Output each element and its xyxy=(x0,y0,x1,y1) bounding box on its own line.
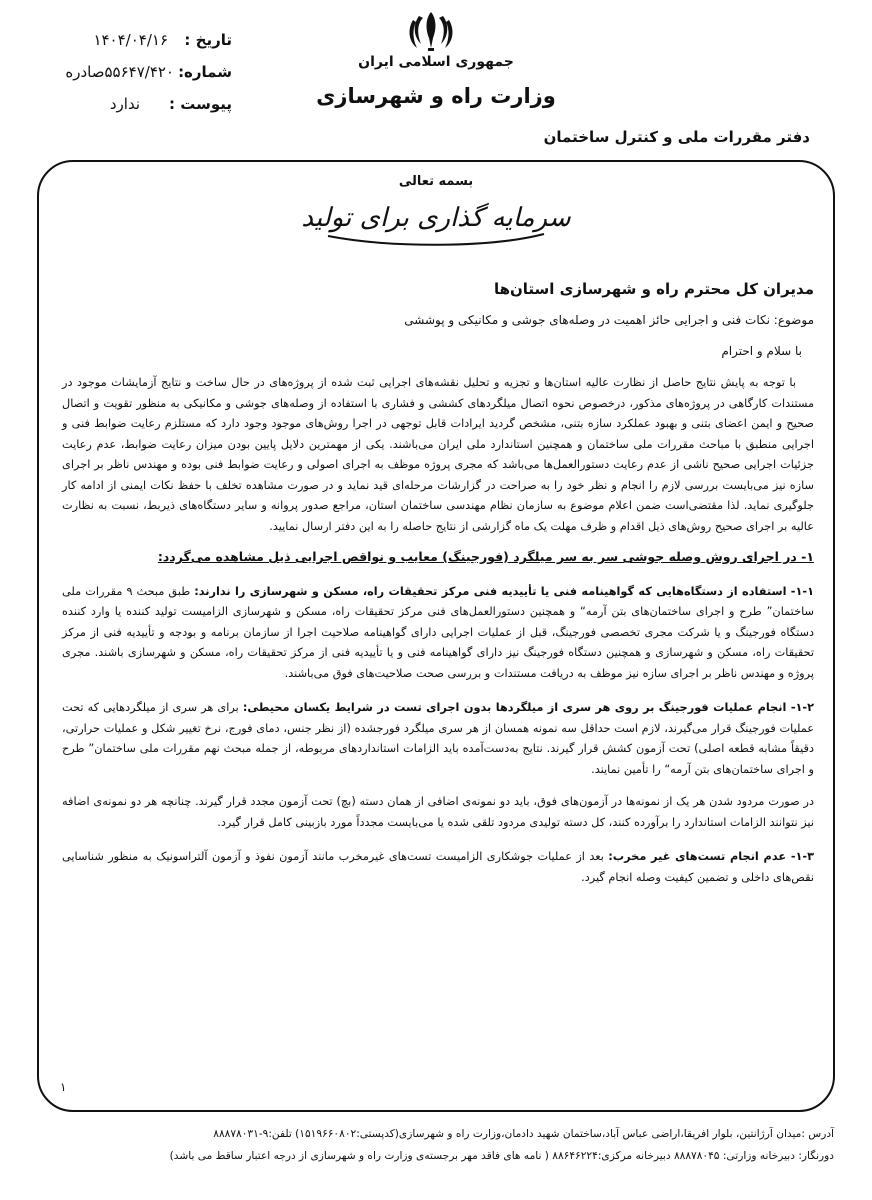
office-title: دفتر مقررات ملی و کنترل ساختمان xyxy=(543,128,810,146)
ministry-title: وزارت راه و شهرسازی xyxy=(316,84,556,108)
item-1-2-title: ۱-۲- انجام عملیات فورجینگ بر روی هر سری از میلگردها بدون اجرای تست در شرایط یکسان محیطی: xyxy=(242,701,814,714)
attachment-label: پیوست : xyxy=(168,95,232,113)
republic-title: جمهوری اسلامی ایران xyxy=(358,54,514,70)
greeting: با سلام و احترام xyxy=(721,343,802,358)
intro-paragraph: با توجه به پایش نتایج حاصل از نظارت عالیه استان‌ها و تجزیه و تحلیل نقشه‌های اجرایی ثبت شده از پروژه‌های در حال ساخت و نتایج آزمایشات موجود در مستندات کارگاهی در پروژه‌های مذکور، درخصوص نحوه اتصال میلگردهای کششی و فشاری با استفاده از وصله‌های جوشی و مکانیکی به منظور تقویت و اتصال صحیح و ایمن اعضای بتنی و بهبود عملکرد سازه بتنی، مشخص گردید ایرادات قابل توجهی در اجرا روش‌های موجود وجود دارد که مستلزم رعایت ضوابط فنی و اجرایی منطبق با مباحث مقررات ملی ساختمان و همچنین استاندارد ملی ایران می‌باشند. یکی از مهمترین دلایل پایین بودن میزان رعایت ضوابط، عدم رعایت جزئیات اجرایی صحیح ناشی از عدم رعایت دستورالعمل‌ها می‌باشد که مجری پروژه موظف به اجرای اصولی و رعایت ضوابط فنی بوده و مهندس ناظر بر اجرای سازه نیز می‌بایست بررسی لازم را انجام و نظر خود را به صراحت در گزارشات مرحله‌ای قید نماید و در صورت مشاهده تخلف با حفظ نکات ایمنی از ادامه کار جلوگیری نماید. لذا مقتضی‌است ضمن اعلام موضوع به سازمان نظام مهندسی ساختمان استان، مراجع صدور پروانه و سایر دستگاه‌های ذیربط، نسبت به نظارت عالیه بر اجرای صحیح روش‌های ذیل اقدام و ظرف مهلت یک ماه گزارشی از نتایج حاصله را به این دفتر ارسال نمایید. xyxy=(62,376,814,533)
page-number: ۱ xyxy=(60,1080,67,1094)
section-1-title: ۱- در اجرای روش وصله جوشی سر به سر میلگرد (فورجینگ) معایب و نواقص اجرایی ذیل مشاهده می‌گردد: xyxy=(157,549,814,564)
item-1-3-body: بعد از عملیات جوشکاری الزامیست تست‌های غیرمخرب مانند آزمون نفوذ و آزمون آلتراسونیک به منظور شناسایی نقص‌های داخلی و تضمین کیفیت وصله انجام گیرد. xyxy=(62,850,814,884)
addressee: مدیران کل محترم راه و شهرسازی استان‌ها xyxy=(493,280,814,298)
letter-meta xyxy=(40,26,240,116)
footer-fax: دورنگار: دبیرخانه وزارتی: ۸۸۸۷۸۰۴۵ دبیرخانه مرکزی:۸۸۶۴۶۲۲۴ ( نامه های فاقد مهر برجسته‌ی وزارت راه و شهرسازی از درجه اعتبار ساقط می باشد) xyxy=(169,1150,834,1162)
letter-body xyxy=(62,278,814,888)
item-1-2-note: در صورت مردود شدن هر یک از نمونه‌ها در آزمون‌های فوق، باید دو نمونه‌ی اضافی از همان دسته (بچ) تحت آزمون مجدد قرار گیرند. چنانچه هر دو نمونه‌ی اضافه نیز نتوانند الزامات استاندارد را برآورده کنند، کل دسته تولیدی مردود تلقی شده یا می‌بایست مجدداً مورد بازبینی کامل قرار گیرد. xyxy=(62,795,814,829)
item-1-3 xyxy=(62,847,814,888)
number-label: شماره: xyxy=(178,63,232,81)
number-value: ۵۵۶۴۷/۴۲۰صادره xyxy=(65,63,174,81)
slogan-text: سرمایه گذاری برای تولید xyxy=(301,203,571,233)
footer-address: آدرس :میدان آرژانتین، بلوار افریقا،اراضی عباس آباد،ساختمان شهید دادمان،وزارت راه و شهرسازی(کدپستی:۱۵۱۹۶۶۰۸۰۲) تلفن:۹-۸۸۸۷۸۰۳۱ xyxy=(213,1128,834,1140)
item-1-1 xyxy=(62,582,814,685)
iran-emblem-icon xyxy=(405,8,457,54)
date-label: تاریخ : xyxy=(184,31,232,49)
item-1-2-body: برای هر سری از میلگردهایی که تحت عملیات فورجینگ قرار می‌گیرند، لازم است حداقل سه نمونه همسان از هر سری میلگرد فورجشده (از نظر جنس، دمای فورج، نرخ تغییر شکل و عملیات حرارتی، دقیقاً مشابه قطعه اصلی) تحت آزمون کشش قرار گیرند. نتایج به‌دست‌آمده باید الزامات استانداردهای مربوطه، از جمله مبحث نهم مقررات ملی ساختمان” طرح و اجرای ساختمان‌های بتن آرمه“ را تأمین نمایند. xyxy=(62,701,814,776)
item-1-1-body: طبق مبحث ۹ مقررات ملی ساختمان” طرح و اجرای ساختمان‌های بتن آرمه“ و همچنین دستورالعمل‌های فنی مرکز تحقیقات راه، مسکن و شهرسازی الزامیست تولید کننده یا وارد کننده دستگاه فورجینگ و یا شرکت مجری تخصصی فورجینگ، قبل از عملیات اجرایی دارای گواهینامه صلاحیت اجرا از سازمان برنامه و بودجه و تأییدیه فنی از مرکز تحقیقات راه، مسکن و شهرسازی و همچنین دستگاه فورجینگ نیز دارای گواهینامه فنی و یا تأییدیه فنی از مرکز تحقیقات راه، مسکن و شهرسازی باشند. مجری پروژه و مهندس ناظر بر اجرای سازه نیز موظف به دریافت مستندات و بررسی صحت صلاحیت‌های فوق می‌باشند. xyxy=(62,584,814,680)
subject-line: موضوع: نکات فنی و اجرایی حائز اهمیت در وصله‌های جوشی و مکانیکی و پوششی xyxy=(404,313,814,327)
item-1-1-title: ۱-۱- استفاده از دستگاه‌هایی که گواهینامه فنی یا تأییدیه فنی مرکز تحقیقات راه، مسکن و شهرسازی را ندارند: xyxy=(194,584,814,598)
attachment-value: ندارد xyxy=(109,95,140,113)
slogan-calligraphy xyxy=(300,196,572,250)
invocation: بسمه تعالی xyxy=(398,174,474,189)
item-1-2 xyxy=(62,698,814,780)
item-1-3-title: ۱-۳- عدم انجام تست‌های غیر مخرب: xyxy=(608,850,814,863)
date-value: ۱۴۰۴/۰۴/۱۶ xyxy=(93,31,168,49)
